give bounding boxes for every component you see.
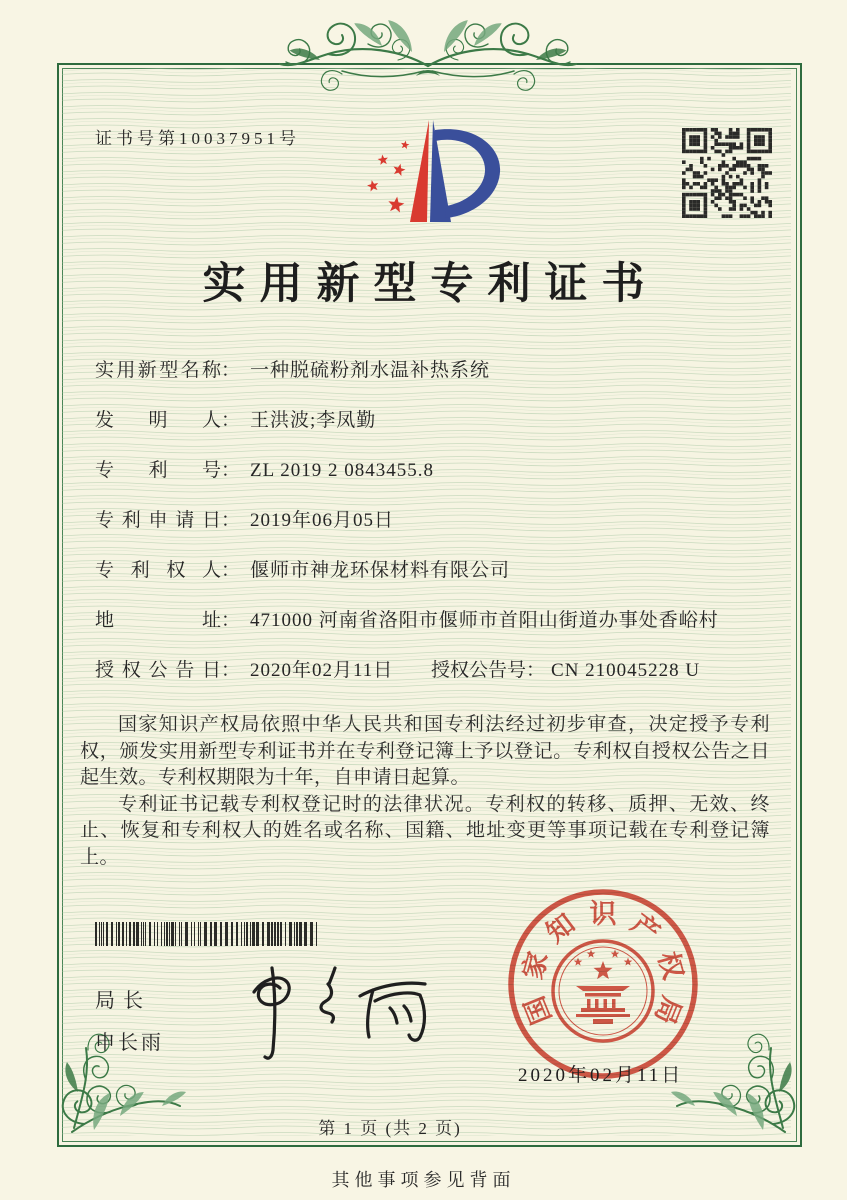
field-value: 471000 河南省洛阳市偃师市首阳山街道办事处香峪村 [250, 610, 719, 631]
svg-text:产: 产 [625, 908, 666, 949]
field-value: ZL 2019 2 0843455.8 [250, 460, 435, 481]
barcode-icon [95, 922, 320, 946]
field-colon: ： [221, 610, 241, 631]
svg-text:局: 局 [648, 992, 687, 1029]
field-grant-date [95, 660, 785, 682]
field-patentee [95, 560, 785, 582]
field-colon: ： [221, 460, 241, 481]
field-colon: ： [221, 510, 241, 531]
signer-title: 局长 [95, 990, 151, 1012]
certificate-number: 证书号第10037951号 [95, 129, 300, 148]
field-colon: ： [221, 360, 241, 381]
handwritten-signature [232, 956, 437, 1064]
qr-code-icon [682, 128, 772, 218]
field-colon: ： [221, 560, 241, 581]
field-label: 发明人 [95, 410, 221, 431]
certificate-title: 实用新型专利证书 [202, 261, 659, 308]
field-label: 专利号 [95, 460, 221, 481]
legal-paragraph-1: 国家知识产权局依照中华人民共和国专利法经过初步审查，决定授予专利权，颁发实用新型专利证书并在专利登记簿上予以登记。专利权自授权公告之日起生效。专利权期限为十年，自申请日起算。 [80, 714, 770, 788]
field-label: 实用新型名称 [95, 360, 221, 381]
field-list [95, 360, 785, 710]
field-value: 2019年06月05日 [250, 510, 395, 531]
field-label: 专利权人 [95, 560, 221, 581]
page-number: 第 1 页 (共 2 页) [318, 1119, 462, 1138]
field-filing-date [95, 510, 785, 532]
field-colon: ： [221, 660, 241, 681]
field-label: 地址 [95, 610, 221, 631]
field-value: CN 210045228 U [551, 660, 701, 681]
cnipa-logo-icon [352, 110, 517, 236]
field-utility-model-name [95, 360, 785, 382]
field-value: 一种脱硫粉剂水温补热系统 [250, 360, 491, 381]
signer-name: 申长雨 [95, 1032, 164, 1054]
field-label: 专利申请日 [95, 510, 221, 531]
field-inventor [95, 410, 785, 432]
field-colon: ： [526, 660, 546, 681]
official-seal-stamp [503, 887, 703, 1087]
field-value: 2020年02月11日 [250, 660, 394, 681]
field-address [95, 610, 785, 632]
svg-text:识: 识 [589, 899, 617, 929]
back-side-note: 其他事项参见背面 [331, 1170, 516, 1190]
field-value: 偃师市神龙环保材料有限公司 [250, 560, 511, 581]
legal-text-block [80, 712, 770, 871]
legal-paragraph-2: 专利证书记载专利权登记时的法律状况。专利权的转移、质押、无效、终止、恢复和专利权人的姓名或名称、国籍、地址变更等事项记载在专利登记簿上。 [80, 793, 770, 868]
field-value: 王洪波;李凤勤 [250, 410, 377, 431]
svg-text:国: 国 [519, 992, 558, 1029]
field-colon: ： [221, 410, 241, 431]
field-label: 授权公告日 [95, 660, 221, 681]
field-grant-number [431, 660, 700, 682]
svg-text:知: 知 [540, 908, 581, 949]
field-label: 授权公告号 [431, 660, 527, 681]
svg-text:权: 权 [652, 948, 689, 983]
svg-text:家: 家 [517, 948, 554, 983]
field-patent-number [95, 460, 785, 482]
seal-date: 2020年02月11日 [518, 1065, 684, 1086]
